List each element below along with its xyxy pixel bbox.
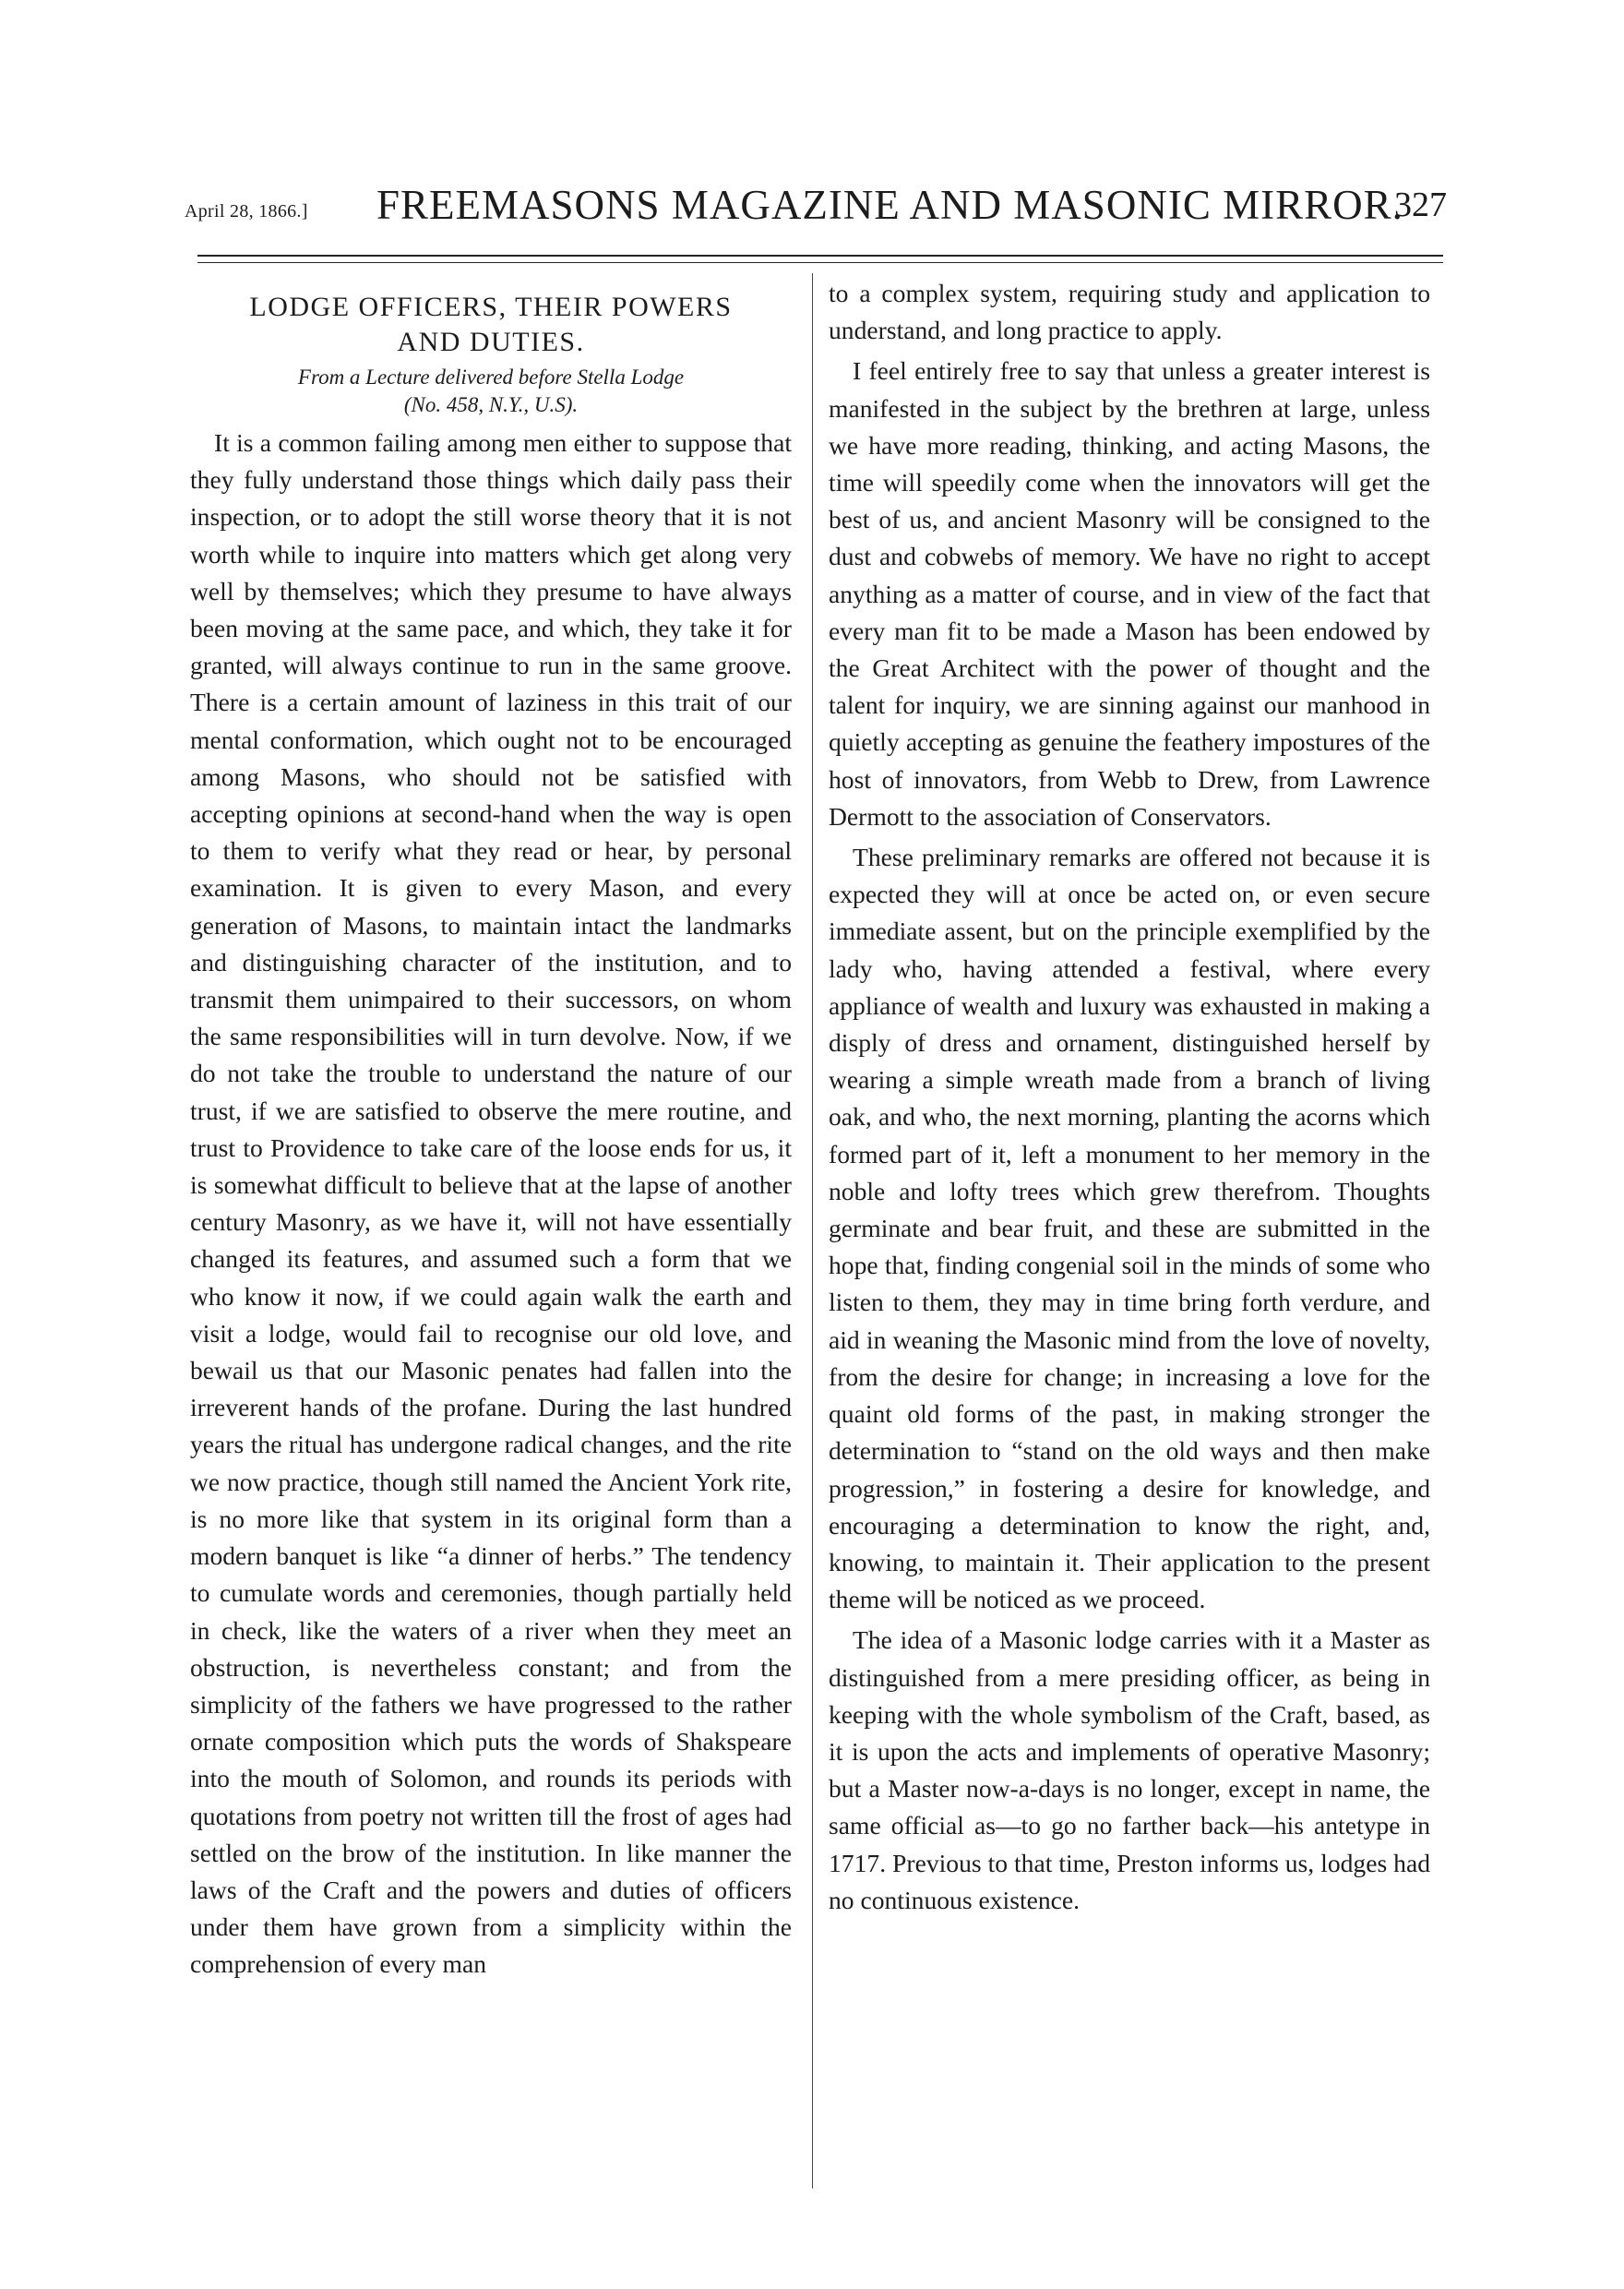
issue-date: April 28, 1866.] [185, 201, 308, 222]
article-title-line-1: LODGE OFFICERS, THEIR POWERS [249, 292, 733, 322]
body-paragraph-continued: to a complex system, requiring study and application to understand, and long practice to apply. [829, 279, 1430, 345]
article-byline [190, 364, 792, 419]
publication-title: FREEMASONS MAGAZINE AND MASONIC MIRROR. [376, 182, 1403, 228]
byline-line-1: From a Lecture delivered before Stella Lodge [297, 366, 685, 389]
body-paragraph: I feel entirely free to say that unless a greater interest is manifested in the subject by the brethren at large, unless we have more reading, thinking, and acting Masons, the time will speedily come when the innovators will get the best of us, and ancient Masonry will be consigned to the dust and cobwebs of memory. We have no right to accept anything as a matter of course, and in view of the fact that every man fit to be made a Mason has been endowed by the Great Architect with the power of thought and the talent for inquiry, we are sinning against our manhood in quietly accepting as genuine the feathery impostures of the host of innovators, from Webb to Drew, from Lawrence Dermott to the association of Conservators. [829, 356, 1430, 831]
article-title-line-2: AND DUTIES. [397, 327, 585, 357]
body-paragraph: These preliminary remarks are offered not because it is expected they will at once be acted on, or even secure immediate assent, but on the principle exemplified by the lady who, having attended a festival, where every appliance of wealth and luxury was exhausted in making a disply of dress and ornament, distinguished herself by wearing a simple wreath made from a branch of living oak, and who, the next morning, planting the acorns which formed part of it, left a monument to her memory in the noble and lofty trees which grew therefrom. Thoughts germinate and bear fruit, and these are submitted in the hope that, finding congenial soil in the minds of some who listen to them, they may in time bring forth verdure, and aid in weaning the Masonic mind from the love of novelty, from the desire for change; in increasing a love for the quaint old forms of the past, in making stronger the determination to “stand on the old ways and then make progression,” in fostering a desire for knowledge, and encouraging a determination to know the right, and, knowing, to maintain it. Their application to the present theme will be noticed as we proceed. [829, 843, 1430, 1614]
header-rule-thin [197, 262, 1443, 263]
body-paragraph: The idea of a Masonic lodge carries with it a Master as distinguished from a mere presiding officer, as being in keeping with the whole symbolism of the Craft, based, as it is upon the acts and implements of operative Masonry; but a Master now-a-days is no longer, except in name, the same official as—to go no farther back—his antetype in 1717. Previous to that time, Preston informs us, lodges had no continuous existence. [829, 1625, 1430, 1914]
article-title [190, 290, 792, 360]
column-divider [812, 273, 813, 2188]
byline-line-2: (No. 458, N.Y., U.S). [403, 393, 579, 416]
page-number: 327 [1394, 186, 1447, 224]
page-header [185, 181, 1447, 236]
header-rule-thick [197, 255, 1443, 257]
left-column [190, 275, 792, 1983]
body-paragraph: It is a common failing among men either to suppose that they fully understand those things which daily pass their inspection, or to adopt the still worse theory that it is not worth while to inquire into matters which get along very well by themselves; which they presume to have always been moving at the same pace, and which, they take it for granted, will always continue to run in the same groove. There is a certain amount of laziness in this trait of our mental conformation, which ought not to be encouraged among Masons, who should not be satisfied with accepting opinions at second-hand when the way is open to them to verify what they read or hear, by personal examination. It is given to every Mason, and every generation of Masons, to maintain intact the landmarks and distinguishing character of the institution, and to transmit them unimpaired to their successors, on whom the same responsibilities will in turn devolve. Now, if we do not take the trouble to understand the nature of our trust, if we are satisfied to observe the mere routine, and trust to Providence to take care of the loose ends for us, it is somewhat difficult to believe that at the lapse of another century Masonry, as we have it, will not have essentially changed its features, and assumed such a form that we who know it now, if we could again walk the earth and visit a lodge, would fail to recognise our old love, and bewail us that our Masonic penates had fallen into the irreverent hands of the profane. During the last hundred years the ritual has undergone radical changes, and the rite we now practice, though still named the Ancient York rite, is no more like that system in its original form than a modern banquet is like “a dinner of herbs.” The tendency to cumulate words and ceremonies, though partially held in check, like the waters of a river when they meet an obstruction, is nevertheless constant; and from the simplicity of the fathers we have progressed to the rather ornate composition which puts the words of Shakspeare into the mouth of Solomon, and rounds its periods with quotations from poetry not written till the frost of ages had settled on the brow of the institution. In like manner the laws of the Craft and the powers and duties of officers under them have grown from a simplicity within the comprehension of every man [190, 428, 792, 1979]
right-column [829, 275, 1430, 1919]
